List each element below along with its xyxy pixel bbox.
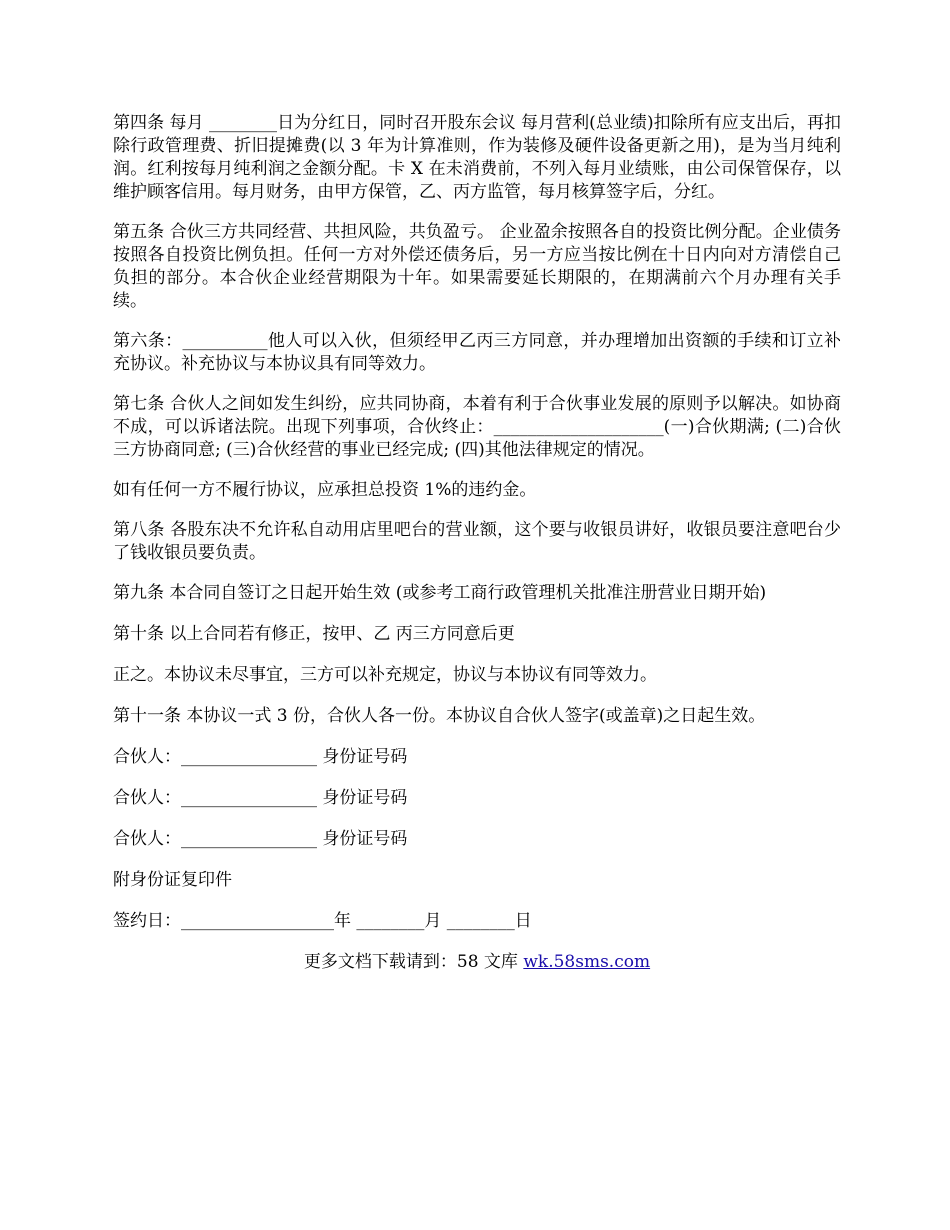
article-4: 第四条 每月 ________日为分红日，同时召开股东会议 每月营利(总业绩)扣除所有应支出后，再扣除行政管理费、折旧提摊费(以 3 年为计算准则，作为装修及硬件设备更新之用)，是为当月纯利润。红利按每月纯利润之金额分配。卡 X 在未消费前，不列入每月业绩账，由公司保管保存，以维护顾客信用。每月财务，由甲方保管，乙、丙方监管，每月核算签字后，分红。 bbox=[113, 113, 841, 202]
partner-signature-line-1: 合伙人：________________ 身份证号码 bbox=[113, 747, 408, 767]
article-6: 第六条：__________他人可以入伙，但须经甲乙丙三方同意，并办理增加出资额的手续和订立补充协议。补充协议与本协议具有同等效力。 bbox=[113, 331, 841, 374]
article-8: 第八条 各股东决不允许私自动用店里吧台的营业额，这个要与收银员讲好，收银员要注意吧台少了钱收银员要负责。 bbox=[113, 520, 841, 563]
article-11: 第十一条 本协议一式 3 份，合伙人各一份。本协议自合伙人签字(或盖章)之日起生效。 bbox=[113, 706, 766, 726]
penalty-clause: 如有任何一方不履行协议，应承担总投资 1%的违约金。 bbox=[113, 480, 537, 500]
footer bbox=[113, 951, 841, 974]
article-9: 第九条 本合同自签订之日起开始生效 (或参考工商行政管理机关批准注册营业日期开始) bbox=[113, 583, 767, 603]
attachment-note: 附身份证复印件 bbox=[113, 870, 232, 890]
partner-signature-line-2: 合伙人：________________ 身份证号码 bbox=[113, 788, 408, 808]
article-10-continued: 正之。本协议未尽事宜，三方可以补充规定，协议与本协议有同等效力。 bbox=[113, 665, 657, 685]
footer-text: 更多文档下载请到：58 文库 bbox=[303, 952, 524, 972]
document-page bbox=[113, 112, 841, 974]
footer-link[interactable]: wk.58sms.com bbox=[523, 952, 651, 972]
article-5: 第五条 合伙三方共同经营、共担风险，共负盈亏。 企业盈余按照各自的投资比例分配。企业债务按照各自投资比例负担。任何一方对外偿还债务后，另一方应当按比例在十日内向对方清偿自己负担的部分。本合伙企业经营期限为十年。如果需要延长期限的，在期满前六个月办理有关手续。 bbox=[113, 222, 841, 311]
article-10: 第十条 以上合同若有修正，按甲、乙 丙三方同意后更 bbox=[113, 624, 515, 644]
signing-date-line: 签约日：__________________年 ________月 ________日 bbox=[113, 911, 532, 931]
article-7: 第七条 合伙人之间如发生纠纷，应共同协商，本着有利于合伙事业发展的原则予以解决。如协商不成，可以诉诸法院。出现下列事项，合伙终止：____________________(一)合伙期满; (二)合伙三方协商同意; (三)合伙经营的事业已经完成; (四)其他法律规定的情况。 bbox=[113, 394, 841, 460]
partner-signature-line-3: 合伙人：________________ 身份证号码 bbox=[113, 829, 408, 849]
